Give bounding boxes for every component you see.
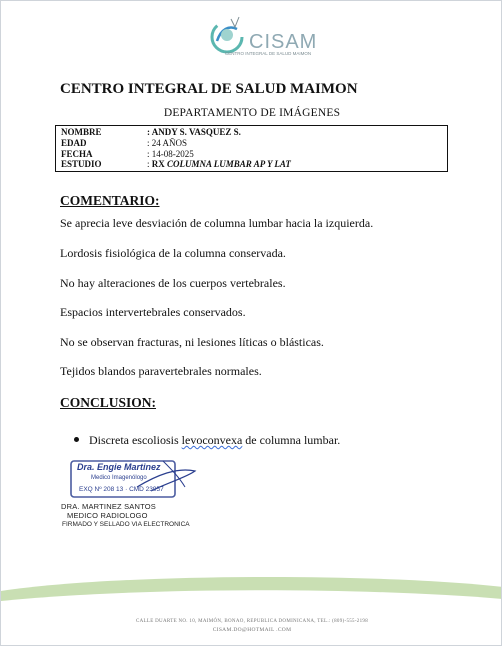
finding-1: Se aprecia leve desviación de columna lumbar hacia la izquierda.	[60, 216, 374, 230]
date-value: : 14-08-2025	[147, 149, 194, 159]
patient-row-name	[61, 127, 441, 138]
digital-signature-note: FIRMADO Y SELLADO VIA ELECTRONICA	[62, 521, 190, 528]
age-label: EDAD	[61, 138, 87, 148]
conclusion-term: levoconvexa	[181, 433, 243, 447]
finding-4: Espacios intervertebrales conservados.	[60, 305, 246, 319]
stamp-exequatur: EXQ Nº 208 13 · CMD 23957	[79, 486, 164, 493]
conclusion-text-start: Discreta escoliosis	[89, 433, 182, 447]
conclusion-text-end: de columna lumbar.	[242, 433, 341, 447]
logo-subtitle: CENTRO INTEGRAL DE SALUD MAIMON	[225, 51, 312, 56]
finding-2: Lordosis fisiológica de la columna conservada.	[60, 246, 286, 260]
study-value-prefix: :	[147, 159, 150, 169]
footer-email: CISAM.DO@HOTMAIL .COM	[212, 627, 292, 633]
patient-row-age	[61, 138, 441, 149]
finding-6: Tejidos blandos paravertebrales normales.	[60, 364, 262, 378]
footer-address: CALLE DUARTE NO. 10, MAIMÓN, BONAO, REPUBLICA DOMINICANA, TEL.: (809)-555-2198	[135, 619, 369, 624]
center-title: CENTRO INTEGRAL DE SALUD MAIMON	[60, 81, 358, 97]
cisam-logo	[197, 15, 317, 59]
signer-name: DRA. MARTINEZ SANTOS	[61, 502, 156, 511]
study-value	[147, 159, 291, 170]
patient-info-box	[55, 125, 448, 172]
study-modality: RX	[151, 159, 165, 169]
bullet-icon	[74, 437, 79, 442]
study-label: ESTUDIO	[61, 159, 102, 169]
comment-heading: COMENTARIO:	[60, 193, 160, 208]
department-title: DEPARTAMENTO DE IMÁGENES	[163, 107, 341, 119]
date-label: FECHA	[61, 149, 93, 159]
signer-title: MEDICO RADIOLOGO	[67, 511, 148, 520]
stamp-name: Dra. Engie Martinez	[77, 462, 161, 472]
signature-stamp	[67, 457, 207, 503]
logo-wordmark: CISAM	[249, 31, 318, 53]
finding-5: No se observan fracturas, ni lesiones líticas o blásticas.	[60, 335, 324, 349]
finding-3: No hay alteraciones de los cuerpos vertebrales.	[60, 276, 286, 290]
stamp-role: Medico Imagenólogo	[91, 475, 147, 481]
name-value: : ANDY S. VASQUEZ S.	[147, 127, 241, 137]
name-label: NOMBRE	[61, 127, 102, 137]
study-description: COLUMNA LUMBAR AP Y LAT	[167, 159, 291, 169]
conclusion-item	[89, 433, 340, 448]
footer-wave	[1, 573, 502, 646]
patient-row-study	[61, 159, 441, 170]
age-value: : 24 AÑOS	[147, 138, 188, 148]
cisam-logo-mark-icon	[205, 15, 251, 55]
conclusion-heading: CONCLUSION:	[60, 395, 157, 410]
